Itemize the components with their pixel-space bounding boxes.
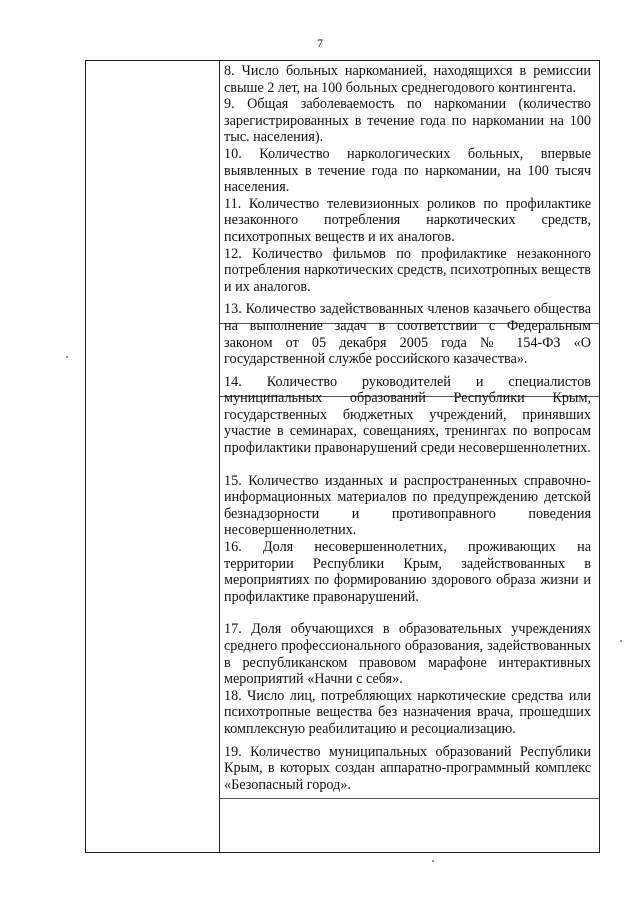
indicator-item-10: 10. Количество наркологических больных, впервые выявленных в течение года по наркомании, на 100 тысяч населения. (224, 145, 591, 196)
page-number: 7 (317, 36, 323, 50)
indicator-item-9: 9. Общая заболеваемость по наркомании (количество зарегистрированных в течение года по наркомании на 100 тыс. населения). (224, 96, 591, 146)
indicator-item-16: 16. Доля несовершеннолетних, проживающих на территории Республики Крым, задействованных в мероприятиях по формированию здорового образа жизни и профилактике правонарушений. (224, 539, 591, 605)
indicator-item-13: 13. Количество задействованных членов казачьего общества на выполнение задач в соответствии с Федеральным законом от 05 декабря 2005 года № 154-ФЗ «О государственной службе российского казачества». (224, 301, 591, 368)
scan-speck (66, 356, 68, 358)
indicators-table (85, 60, 600, 853)
indicators-list (224, 63, 591, 793)
row-divider (219, 798, 599, 799)
indicator-item-18: 18. Число лиц, потребляющих наркотические средства или психотропные вещества без назначения врача, прошедших комплексную реабилитацию и ресоциализацию. (224, 687, 591, 737)
indicator-item-15: 15. Количество изданных и распространенных справочно-информационных материалов по предупреждению детской безнадзорности и противоправного поведения несовершеннолетних. (224, 472, 591, 539)
scan-speck (620, 640, 622, 642)
indicator-item-11: 11. Количество телевизионных роликов по профилактике незаконного потребления наркотических средств, психотропных веществ и их аналогов. (224, 195, 591, 245)
scan-speck (432, 860, 434, 862)
indicator-item-17: 17. Доля обучающихся в образовательных учреждениях среднего профессионального образования, задействованных в республиканском правовом марафоне интерактивных мероприятий «Начни с себя». (224, 621, 591, 688)
indicator-item-12: 12. Количество фильмов по профилактике незаконного потребления наркотических средств, психотропных веществ и их аналогов. (224, 245, 591, 295)
indicator-item-8: 8. Число больных наркоманией, находящихся в ремиссии свыше 2 лет, на 100 больных среднегодового контингента. (224, 63, 591, 96)
indicator-item-14: 14. Количество руководителей и специалистов муниципальных образований Республики Крым, государственных бюджетных учреждений, принявших участие в семинарах, совещаниях, тренингах по вопросам профилактики правонарушений среди несовершеннолетних. (224, 373, 591, 457)
indicator-item-19: 19. Количество муниципальных образований Республики Крым, в которых создан аппаратно-программный комплекс «Безопасный город». (224, 743, 591, 793)
column-divider (219, 61, 220, 852)
